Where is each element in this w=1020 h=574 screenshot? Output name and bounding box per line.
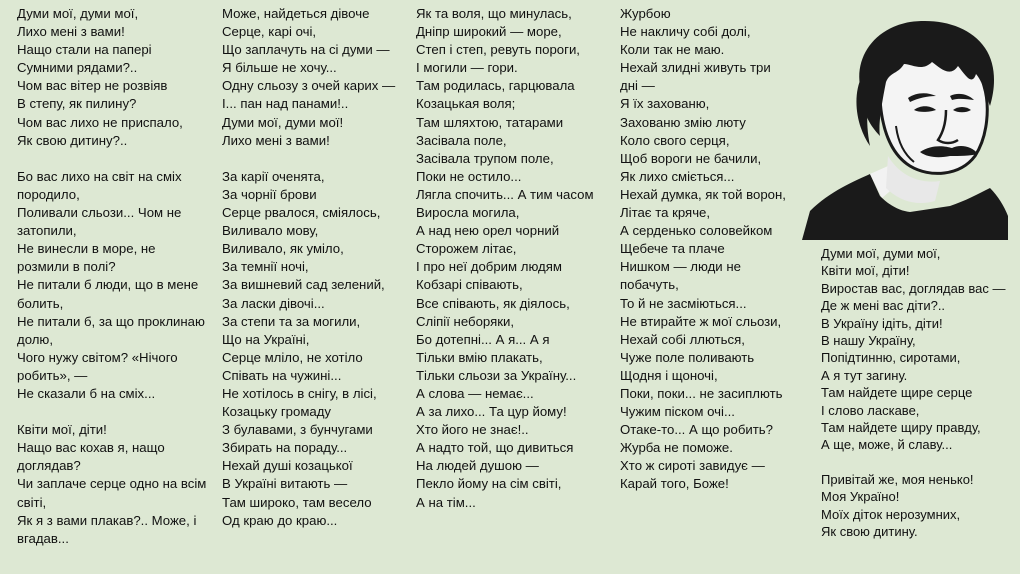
poem-line: Поливали сльози... Чом не: [17, 205, 182, 221]
poem-line: доглядав?: [17, 458, 81, 474]
poem-line: Як свою дитину.: [821, 524, 918, 540]
poem-line: Хто його не знає!..: [416, 422, 529, 438]
poem-line: Серце мліло, не хотіло: [222, 349, 363, 365]
poem-line: За ласки дівочі...: [222, 295, 325, 311]
poem-line: долю,: [17, 331, 53, 347]
poem-line: Лягла спочить... А тим часом: [416, 186, 594, 202]
poem-line: Що на Україні,: [222, 331, 310, 347]
poem-line: Не винесли в море, не: [17, 241, 156, 257]
poem-line: Нащо стали на папері: [17, 42, 152, 58]
poem-line: Сумними рядами?..: [17, 60, 138, 76]
poem-line: В Україну ідіть, діти!: [821, 315, 943, 331]
poem-line: Журба не поможе.: [620, 440, 733, 456]
poem-line: Там шляхтою, татарами: [416, 114, 564, 130]
poem-line: Як та воля, що минулась,: [416, 6, 572, 21]
poem-column-5: [821, 245, 1006, 541]
poem-line: А за лихо... Та цур йому!: [416, 404, 567, 420]
poem-line: А на тім...: [416, 494, 476, 510]
poem-line: Привітай же, моя ненько!: [821, 472, 974, 488]
poem-line: Що заплачуть на сі думи —: [222, 42, 390, 58]
poem-line: Щодня і щоночі,: [620, 367, 718, 383]
poem-line: В степу, як пилину?: [17, 96, 137, 112]
poem-line: Коло свого серця,: [620, 132, 730, 148]
poem-line: Тільки вмію плакать,: [416, 349, 543, 365]
poem-line: Не питали б, за що проклинаю: [17, 313, 205, 329]
poem-line: Як лихо сміється...: [620, 168, 735, 184]
poem-line: Лихо мені з вами!: [17, 24, 125, 40]
poem-line: Не втирайте ж мої сльози,: [620, 313, 782, 329]
poem-line: Виливало, як уміло,: [222, 241, 344, 257]
poem-line: А ще, може, й славу...: [821, 437, 953, 453]
poem-line: В нашу Україну,: [821, 332, 916, 348]
poem-line: А серденько соловейком: [620, 223, 773, 239]
poem-line: То й не засміються...: [620, 295, 747, 311]
poem-line: На людей душою —: [416, 458, 539, 474]
poem-line: Не накличу собі долі,: [620, 24, 751, 40]
poem-column-1: [17, 5, 206, 548]
poem-line: Засівала трупом поле,: [416, 150, 554, 166]
poem-line: Думи мої, думи мої,: [821, 246, 941, 261]
poem-line: Сторожем літає,: [416, 241, 517, 257]
poem-line: Нехай собі ллються,: [620, 331, 745, 347]
poem-line: Як я з вами плакав?.. Може, і: [17, 512, 197, 528]
poem-column-2: [222, 5, 395, 530]
poem-line: Збирать на пораду...: [222, 440, 348, 456]
poem-line: Там найдете щиру правду,: [821, 419, 981, 435]
poem-line: Сліпії неборяки,: [416, 313, 515, 329]
poem-line: Серце рвалося, сміялось,: [222, 205, 381, 221]
poet-portrait-image: [800, 6, 1010, 240]
poem-line: Чом вас вітер не розвіяв: [17, 78, 168, 94]
poem-line: А над нею орел чорний: [416, 223, 560, 239]
poem-line: За степи та за могили,: [222, 313, 361, 329]
poem-line: Я їх захованю,: [620, 96, 710, 112]
poem-column-4: [620, 5, 786, 494]
poem-line: Може, найдеться дівоче: [222, 6, 370, 21]
poem-line: Нащо вас кохав я, нащо: [17, 440, 165, 456]
stanza-gap: [17, 403, 206, 421]
poem-line: Там широко, там весело: [222, 494, 372, 510]
poem-line: Я більше не хочу...: [222, 60, 337, 76]
poem-line: затопили,: [17, 223, 77, 239]
poem-line: Чуже поле поливають: [620, 349, 755, 365]
poem-line: Попідтинню, сиротами,: [821, 350, 961, 366]
poem-line: Отаке-то... А що робить?: [620, 422, 774, 438]
poem-line: Од краю до краю...: [222, 512, 338, 528]
poem-line: Квіти мої, діти!: [17, 422, 107, 438]
poem-line: Нехай душі козацької: [222, 458, 353, 474]
poem-line: Дніпр широкий — море,: [416, 24, 562, 40]
poem-line: Літає та кряче,: [620, 205, 711, 221]
poem-line: Чужим піском очі...: [620, 404, 735, 420]
poem-line: Хто ж сироті завидує —: [620, 458, 765, 474]
poem-line: Чого нужу світом? «Нічого: [17, 349, 178, 365]
poem-line: Засівала поле,: [416, 132, 507, 148]
poem-line: Нишком — люди не: [620, 259, 741, 275]
poem-line: породило,: [17, 186, 80, 202]
poem-line: Виросла могила,: [416, 205, 520, 221]
poem-line: Лихо мені з вами!: [222, 132, 330, 148]
poem-line: Нехай злидні живуть три: [620, 60, 771, 76]
poem-line: Кобзарі співають,: [416, 277, 523, 293]
poem-line: В Україні витають —: [222, 476, 348, 492]
poem-line: Карай того, Боже!: [620, 476, 729, 492]
poem-line: Моїх діток нерозумних,: [821, 506, 961, 522]
poem-line: Не хотілось в снігу, в лісі,: [222, 385, 377, 401]
poem-line: З булавами, з бунчугами: [222, 422, 373, 438]
poem-line: І... пан над панами!..: [222, 96, 349, 112]
poem-line: Там родилась, гарцювала: [416, 78, 575, 94]
poem-line: Козацьку громаду: [222, 404, 332, 420]
poem-line: Серце, карі очі,: [222, 24, 317, 40]
poem-line: Тільки сльози за Україну...: [416, 367, 577, 383]
poem-line: Захованю змію люту: [620, 114, 746, 130]
poem-line: Коли так не маю.: [620, 42, 725, 58]
poem-line: Не питали б люди, що в мене: [17, 277, 199, 293]
poem-line: Козацькая воля;: [416, 96, 516, 112]
poem-line: Виливало мову,: [222, 223, 319, 239]
poem-line: Щоб вороги не бачили,: [620, 150, 762, 166]
poem-line: болить,: [17, 295, 64, 311]
poem-line: Моя Україно!: [821, 489, 900, 505]
poem-line: За вишневий сад зелений,: [222, 277, 385, 293]
stanza-gap: [222, 150, 395, 168]
poem-line: І про неї добрим людям: [416, 259, 562, 275]
poem-line: світі,: [17, 494, 47, 510]
poem-line: побачуть,: [620, 277, 679, 293]
poem-line: Чи заплаче серце одно на всім: [17, 476, 207, 492]
poem-column-3: [416, 5, 594, 512]
stanza-gap: [821, 454, 1006, 471]
poem-line: Як свою дитину?..: [17, 132, 128, 148]
poem-line: Думи мої, думи мої,: [17, 6, 139, 21]
poem-line: За карії оченята,: [222, 168, 325, 184]
poem-line: Поки, поки... не засиплють: [620, 385, 783, 401]
poem-line: Степ і степ, ревуть пороги,: [416, 42, 580, 58]
poem-line: Там найдете щире серце: [821, 385, 973, 401]
poem-line: А надто той, що дивиться: [416, 440, 574, 456]
poem-line: І слово ласкаве,: [821, 402, 920, 418]
poem-line: Щебече та плаче: [620, 241, 725, 257]
poem-line: І могили — гори.: [416, 60, 518, 76]
poem-line: Все співають, як діялось,: [416, 295, 570, 311]
poem-line: робить», —: [17, 367, 88, 383]
poem-line: дні —: [620, 78, 655, 94]
poem-line: Співать на чужині...: [222, 367, 342, 383]
poem-line: Не сказали б на сміх...: [17, 385, 156, 401]
poem-line: Нехай думка, як той ворон,: [620, 186, 786, 202]
poem-line: А слова — немає...: [416, 385, 534, 401]
poem-line: А я тут загину.: [821, 367, 908, 383]
poem-line: Де ж мені вас діти?..: [821, 298, 946, 314]
poem-line: Бо дотепні... А я... А я: [416, 331, 550, 347]
stanza-gap: [17, 150, 206, 168]
poem-line: Журбою: [620, 6, 671, 21]
poem-line: За чорнії брови: [222, 186, 317, 202]
poem-line: Чом вас лихо не приспало,: [17, 114, 183, 130]
poem-line: Одну сльозу з очей карих —: [222, 78, 396, 94]
poem-line: Бо вас лихо на світ на сміх: [17, 168, 182, 184]
poem-line: За темнії ночі,: [222, 259, 309, 275]
poem-line: Квіти мої, діти!: [821, 263, 910, 279]
poem-line: Пекло йому на сім світі,: [416, 476, 562, 492]
poem-line: вгадав...: [17, 530, 69, 546]
poem-line: Поки не остило...: [416, 168, 522, 184]
poem-line: Виростав вас, доглядав вас —: [821, 280, 1006, 296]
poem-line: Думи мої, думи мої!: [222, 114, 344, 130]
poem-line: розмили в полі?: [17, 259, 116, 275]
